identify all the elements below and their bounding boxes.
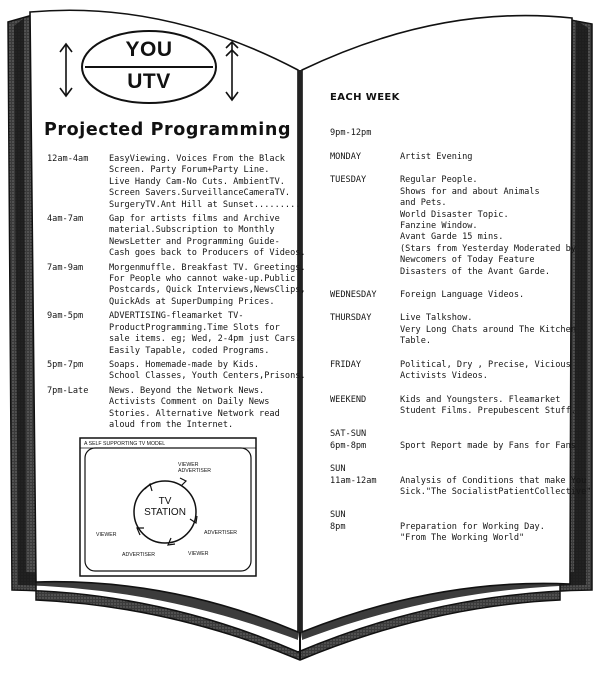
- weekly-row: [330, 464, 592, 498]
- weekly-day: MONDAY: [330, 152, 362, 162]
- schedule-line: ADVERTISING-fleamarket TV-: [109, 311, 244, 322]
- weekly-description: [400, 152, 570, 163]
- weekly-line: Sick."The SocialistPatientCollective": [400, 486, 592, 497]
- schedule-row: [47, 386, 297, 432]
- weekly-row: [330, 510, 570, 544]
- weekly-description: [400, 395, 576, 418]
- weekly-line: [400, 510, 570, 521]
- schedule-line: EasyViewing. Voices From the Black: [109, 154, 285, 164]
- weekly-line: Activists Videos.: [400, 371, 488, 382]
- weekly-description: [400, 360, 571, 383]
- weekly-line: (Stars from Yesterday Moderated by: [400, 243, 576, 254]
- weekly-line: Student Films. Prepubescent Stuff.: [400, 405, 576, 416]
- weekly-description: [400, 510, 570, 544]
- diagram-title: A SELF SUPPORTING TV MODEL: [84, 441, 166, 447]
- daily-schedule: [47, 154, 306, 431]
- weekly-row: [330, 429, 576, 452]
- diagram-label-advertiser-bottom: ADVERTISER: [122, 552, 156, 558]
- schedule-line: Postcards, Quick Interviews,NewsClips,: [109, 285, 306, 296]
- schedule-line: Soaps. Homemade-made by Kids.: [109, 359, 260, 370]
- weekly-day: SAT-SUN 6pm-8pm: [330, 429, 367, 451]
- schedule-time: 12am-4am: [47, 154, 89, 164]
- weekly-schedule: [330, 152, 592, 557]
- schedule-line: QuickAds at SuperDumping Prices.: [109, 296, 275, 307]
- weekly-row: [330, 313, 576, 347]
- schedule-line: SurgeryTV.Ant Hill at Sunset.........: [109, 199, 301, 210]
- schedule-description: [109, 263, 306, 309]
- weekly-line: Disasters of the Avant Garde.: [400, 266, 551, 277]
- weekly-day: WEDNESDAY: [330, 290, 377, 301]
- weekly-row: [330, 175, 576, 278]
- weekly-line: Avant Garde 15 mins.: [400, 232, 504, 243]
- weekly-description: [400, 290, 570, 301]
- schedule-line: NewsLetter and Programming Guide-: [109, 236, 280, 247]
- schedule-row: [47, 262, 306, 309]
- weekly-day: SUN 8pm: [330, 510, 346, 532]
- each-week-heading: EACH WEEK: [330, 92, 400, 103]
- schedule-time: 9am-5pm: [47, 311, 84, 322]
- schedule-line: Gap for artists films and Archive: [109, 214, 280, 225]
- schedule-line: Screen. Party Forum+Party Line.: [109, 165, 270, 176]
- diagram-label-viewer-advertiser: VIEWER ADVERTISER: [178, 462, 212, 474]
- schedule-time: 7pm-Late: [47, 385, 89, 396]
- schedule-line: For People who cannot wake-up.Public: [109, 274, 296, 285]
- weekly-line: "From The Working World": [400, 533, 525, 544]
- schedule-time: 7am-9am: [47, 262, 84, 273]
- schedule-line: School Classes, Youth Centers,Prisons.: [109, 371, 306, 382]
- weekly-day: TUESDAY: [330, 175, 367, 186]
- logo-you-text: YOU: [125, 38, 173, 61]
- weekly-line: Very Long Chats around The Kitchen: [400, 324, 576, 335]
- schedule-description: [109, 154, 300, 211]
- weekly-line: [400, 464, 591, 475]
- schedule-line: aloud from the Internet.: [109, 419, 234, 430]
- schedule-row: [47, 311, 301, 357]
- weekly-line: Live Talkshow.: [400, 313, 473, 324]
- schedule-description: [109, 214, 306, 260]
- schedule-line: Morgenmuffle. Breakfast TV. Greetings.: [109, 262, 306, 273]
- diagram-label-viewer-left: VIEWER: [96, 532, 117, 538]
- schedule-line: material.Subscription to Monthly: [109, 225, 275, 236]
- schedule-row: [47, 359, 306, 383]
- diagram-label-advertiser-right: ADVERTISER: [204, 530, 238, 536]
- schedule-row: [47, 214, 306, 260]
- weekly-day: SUN 11am-12am: [330, 464, 377, 486]
- diagram-label-viewer-bottom-right: VIEWER: [188, 551, 209, 557]
- weekly-row: [330, 394, 576, 418]
- page-title: Projected Programming: [44, 120, 292, 140]
- weekly-row: [330, 152, 570, 163]
- weekly-line: Table.: [400, 336, 432, 347]
- weekly-description: [400, 175, 576, 278]
- weekly-line: Regular People.: [400, 175, 478, 186]
- schedule-line: Easily Tapable, coded Programs.: [109, 345, 270, 356]
- weekly-line: Newcomers of Today Feature: [400, 255, 535, 266]
- weekly-line: Fanzine Window.: [400, 221, 478, 232]
- logo-utv-text: UTV: [127, 70, 171, 93]
- schedule-line: Stories. Alternative Network read: [109, 408, 280, 419]
- weekly-line: Foreign Language Videos.: [400, 290, 525, 301]
- weekly-line: Political, Dry , Precise, Vicious: [400, 359, 571, 370]
- weekly-row: [330, 290, 570, 301]
- weekly-description: [400, 429, 576, 452]
- schedule-line: News. Beyond the Network News.: [109, 385, 265, 396]
- weekly-line: Preparation for Working Day.: [400, 521, 545, 532]
- schedule-description: [109, 311, 300, 357]
- weekly-line: Sport Report made by Fans for Fans: [400, 440, 576, 451]
- schedule-line: Screen Savers.SurveillanceCameraTV.: [109, 188, 291, 199]
- schedule-line: Live Handy Cam-No Cuts. AmbientTV.: [109, 176, 285, 187]
- weekly-description: [400, 313, 576, 347]
- diagram-center-tv: TV: [158, 496, 172, 507]
- schedule-line: sale items. eg; Wed, 2-4pm just Cars.: [109, 334, 301, 345]
- schedule-description: [109, 360, 306, 383]
- schedule-description: [109, 386, 297, 432]
- schedule-line: Cash goes back to Producers of Videos.: [109, 248, 306, 259]
- schedule-line: ProductProgramming.Time Slots for: [109, 322, 280, 333]
- weekly-line: Shows for and about Animals: [400, 186, 540, 197]
- schedule-time: 5pm-7pm: [47, 359, 84, 370]
- time-header: 9pm-12pm: [330, 128, 372, 138]
- weekly-day: FRIDAY: [330, 359, 362, 370]
- weekly-line: and Pets.: [400, 198, 447, 209]
- weekly-day: WEEKEND: [330, 394, 367, 405]
- weekly-line: World Disaster Topic.: [400, 209, 509, 220]
- weekly-row: [330, 360, 570, 383]
- weekly-line: Artist Evening: [400, 152, 473, 162]
- weekly-description: [400, 464, 591, 498]
- schedule-time: 4am-7am: [47, 214, 84, 225]
- schedule-line: Activists Comment on Daily News: [109, 397, 270, 408]
- diagram-center-station: STATION: [144, 507, 186, 518]
- weekly-day: THURSDAY: [330, 313, 372, 324]
- schedule-row: [47, 154, 301, 211]
- weekly-line: Analysis of Conditions that make You: [400, 475, 587, 486]
- weekly-line: [400, 429, 576, 440]
- weekly-line: Kids and Youngsters. Fleamarket: [400, 394, 561, 405]
